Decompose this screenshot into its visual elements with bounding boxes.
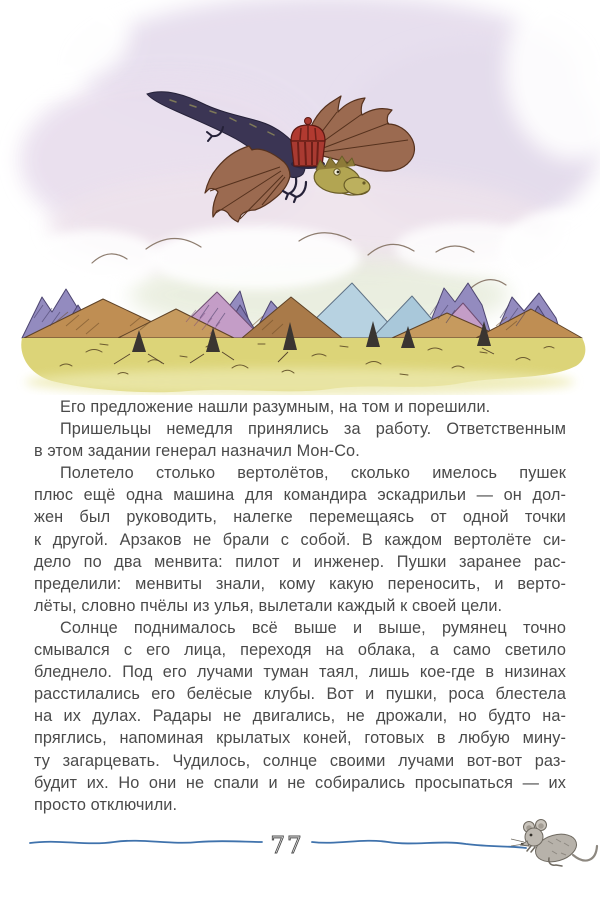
wavy-rule-right <box>312 841 526 848</box>
text-line: расстилались его белёсые клубы. Вот и пушки, роса блестела <box>34 685 566 704</box>
text-line: просто отключили. <box>34 795 178 814</box>
text-line: смывался с его лица, переходя на облака, а само светило <box>34 641 566 660</box>
text-line: плюс ещё одна машина для командира эскадрильи — он дол- <box>34 486 566 505</box>
text-line: Солнце поднималось всё выше и выше, румянец точно <box>60 618 566 637</box>
text-line: будит их. Но они не спали и не собирались просыпаться — их <box>34 773 566 792</box>
text-line: Его предложение нашли разумным, на том и порешили. <box>60 398 491 416</box>
text-line: пределили: менвиты знали, кому какую переносить, и верто- <box>34 574 566 593</box>
text-line: лёты, словно пчёлы из улья, вылетали каждый к своей цели. <box>34 596 503 615</box>
text-line: ту загарцевать. Чудилось, солнце своими лучами вот-вот раз- <box>34 751 566 770</box>
text-line: бледнело. Под его лучами туман таял, лишь кое-где в низинах <box>34 663 566 682</box>
story-text <box>34 396 566 816</box>
text-line: Полетело столько вертолётов, сколько имелось пушек <box>60 464 566 483</box>
text-line: к другой. Арзаков не брали с собой. В каждом вертолёте си- <box>34 530 566 549</box>
page-number: 77 <box>270 833 304 859</box>
text-line: на их дулах. Радары не двигались, не дрожали, но будто на- <box>34 707 566 726</box>
text-line: дело по два менвита: пилот и инженер. Пушки заранее рас- <box>34 552 566 571</box>
page-footer <box>0 815 600 900</box>
story-illustration <box>0 0 600 395</box>
text-line: в этом задании генерал назначил Мон-Со. <box>34 442 360 461</box>
wavy-rule-left <box>30 841 262 844</box>
text-line: Пришельцы немедля принялись за работу. Ответственным <box>60 420 566 439</box>
mouse-illustration <box>511 820 597 867</box>
text-line: жен был руководить, налегке перемещаясь от одной точки <box>34 508 566 527</box>
text-line: пряглись, напоминая крылатых коней, готовых в любую мину- <box>34 729 566 748</box>
